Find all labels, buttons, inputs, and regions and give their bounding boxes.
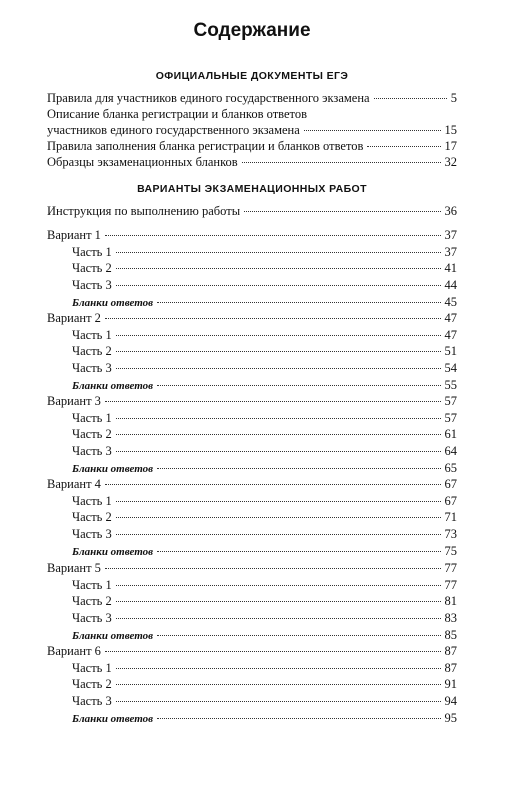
toc-entry-label: Вариант 1 (47, 228, 101, 242)
toc-entry-part[interactable] (47, 343, 457, 359)
toc-entry-answer-sheets[interactable] (47, 543, 457, 559)
dot-leader (157, 468, 440, 469)
toc-entry-part[interactable] (47, 493, 457, 509)
toc-entry-label: Инструкция по выполнению работы (47, 204, 241, 218)
toc-entry-label: Часть 3 (72, 611, 112, 626)
toc-page-number: 67 (444, 477, 457, 491)
toc-entry-part[interactable] (47, 577, 457, 593)
toc-entry-variant[interactable] (47, 476, 457, 492)
dot-leader (116, 517, 441, 518)
toc-entry-label: Вариант 4 (47, 477, 101, 491)
section-heading-exam-variants: ВАРИАНТЫ ЭКЗАМЕНАЦИОННЫХ РАБОТ (137, 183, 367, 195)
toc-entry-part[interactable] (47, 410, 457, 426)
toc-entry-label: Часть 1 (72, 660, 112, 675)
section-heading-official-documents: ОФИЦИАЛЬНЫЕ ДОКУМЕНТЫ ЕГЭ (155, 70, 349, 82)
toc-page-number: 95 (444, 710, 457, 725)
dot-leader (116, 501, 441, 502)
toc-page-number: 15 (444, 123, 457, 137)
dot-leader (116, 668, 441, 669)
toc-entry-variant[interactable] (47, 310, 457, 326)
toc-page-number: 73 (444, 527, 457, 542)
toc-entry-blank-description[interactable] (47, 122, 457, 138)
page-title: Содержание (193, 20, 311, 41)
toc-page-number: 75 (444, 543, 457, 558)
dot-leader (105, 318, 441, 319)
toc-entry-part[interactable] (47, 360, 457, 376)
toc-entry-answer-sheets[interactable] (47, 627, 457, 643)
dot-leader (105, 235, 441, 236)
dot-leader (116, 268, 441, 269)
toc-page-number: 5 (450, 91, 457, 105)
toc-entry-part[interactable] (47, 693, 457, 709)
toc-entry-label: Бланки ответов (72, 379, 154, 392)
toc-entry-rules[interactable] (47, 90, 457, 106)
toc-page-number: 77 (444, 561, 457, 575)
toc-page-number: 44 (444, 278, 457, 293)
toc-entry-label: Часть 1 (72, 577, 112, 592)
toc-page-number: 51 (444, 344, 457, 359)
dot-leader (116, 601, 441, 602)
toc-entry-label: Часть 3 (72, 361, 112, 376)
toc-page-number: 71 (444, 510, 457, 525)
toc-entry-label: Часть 2 (72, 344, 112, 359)
toc-page-number: 87 (444, 660, 457, 675)
toc-entry-samples[interactable] (47, 154, 457, 170)
toc-entry-label: Часть 2 (72, 594, 112, 609)
toc-entry-variant[interactable] (47, 393, 457, 409)
toc-entry-label: Бланки ответов (72, 629, 154, 642)
toc-page-number: 54 (444, 361, 457, 376)
dot-leader (157, 385, 440, 386)
toc-page-number: 67 (444, 493, 457, 508)
toc-entry-part[interactable] (47, 277, 457, 293)
toc-page-number: 65 (444, 460, 457, 475)
toc-entry-label: Часть 3 (72, 694, 112, 709)
toc-entry-part[interactable] (47, 426, 457, 442)
toc-page-number: 83 (444, 611, 457, 626)
dot-leader (157, 718, 440, 719)
toc-entry-fill-rules[interactable] (47, 138, 457, 154)
toc-entry-label: Образцы экзаменационных бланков (47, 155, 238, 169)
toc-entry-answer-sheets[interactable] (47, 294, 457, 310)
dot-leader (374, 98, 447, 99)
toc-entry-part[interactable] (47, 660, 457, 676)
dot-leader (244, 211, 440, 212)
toc-entry-label: Часть 2 (72, 510, 112, 525)
toc-page-number: 91 (444, 677, 457, 692)
toc-entry-label: Часть 1 (72, 410, 112, 425)
toc-entry-part[interactable] (47, 260, 457, 276)
toc-entry-label: Бланки ответов (72, 545, 154, 558)
toc-entry-answer-sheets[interactable] (47, 460, 457, 476)
toc-page-number: 57 (444, 410, 457, 425)
toc-entry-label: Часть 3 (72, 527, 112, 542)
toc-entry-part[interactable] (47, 443, 457, 459)
toc-entry-part[interactable] (47, 509, 457, 525)
toc-page-number: 64 (444, 444, 457, 459)
dot-leader (116, 684, 441, 685)
dot-leader (116, 434, 441, 435)
dot-leader (304, 130, 441, 131)
toc-entry-instruction[interactable] (47, 203, 457, 219)
toc-page-number: 55 (444, 377, 457, 392)
toc-page-number: 87 (444, 644, 457, 658)
dot-leader (105, 651, 441, 652)
toc-entry-part[interactable] (47, 244, 457, 260)
toc-page-number: 81 (444, 594, 457, 609)
toc-entry-answer-sheets[interactable] (47, 710, 457, 726)
dot-leader (242, 162, 441, 163)
toc-entry-label: Вариант 5 (47, 561, 101, 575)
dot-leader (116, 618, 441, 619)
dot-leader (157, 635, 440, 636)
toc-entry-label: Часть 1 (72, 244, 112, 259)
toc-entry-part[interactable] (47, 610, 457, 626)
dot-leader (116, 368, 441, 369)
toc-page-number: 45 (444, 294, 457, 309)
toc-page-number: 17 (444, 139, 457, 153)
dot-leader (116, 335, 441, 336)
dot-leader (105, 568, 441, 569)
toc-entry-label: Часть 1 (72, 327, 112, 342)
toc-page-number: 37 (444, 244, 457, 259)
toc-entry-label: Вариант 3 (47, 394, 101, 408)
toc-entry-label: Часть 3 (72, 278, 112, 293)
toc-page-number: 57 (444, 394, 457, 408)
toc-entry-label: Часть 2 (72, 427, 112, 442)
toc-entry-part[interactable] (47, 526, 457, 542)
toc-entry-blank-description-line1[interactable]: Описание бланка регистрации и бланков ответов (47, 107, 307, 121)
toc-entry-answer-sheets[interactable] (47, 377, 457, 393)
dot-leader (116, 585, 441, 586)
toc-entry-variant[interactable] (47, 643, 457, 659)
dot-leader (105, 484, 441, 485)
dot-leader (105, 401, 441, 402)
dot-leader (116, 351, 441, 352)
toc-entry-variant[interactable] (47, 227, 457, 243)
dot-leader (116, 418, 441, 419)
toc-entry-label: Вариант 2 (47, 311, 101, 325)
toc-entry-label: Правила для участников единого государственного экзамена (47, 91, 370, 105)
dot-leader (116, 285, 441, 286)
toc-entry-variant[interactable] (47, 560, 457, 576)
dot-leader (116, 252, 441, 253)
toc-entry-label: Вариант 6 (47, 644, 101, 658)
toc-entry-label: Бланки ответов (72, 712, 154, 725)
toc-page-number: 41 (444, 261, 457, 276)
dot-leader (116, 701, 441, 702)
toc-entry-part[interactable] (47, 327, 457, 343)
toc-entry-part[interactable] (47, 676, 457, 692)
toc-entry-label: Бланки ответов (72, 296, 154, 309)
toc-page-number: 77 (444, 577, 457, 592)
toc-page-number: 47 (444, 311, 457, 325)
toc-entry-label: Часть 1 (72, 493, 112, 508)
dot-leader (116, 534, 441, 535)
toc-page-number: 94 (444, 694, 457, 709)
toc-page-number: 47 (444, 327, 457, 342)
toc-page-number: 61 (444, 427, 457, 442)
toc-entry-label: Бланки ответов (72, 462, 154, 475)
dot-leader (367, 146, 440, 147)
toc-entry-label: Часть 3 (72, 444, 112, 459)
toc-page-number: 37 (444, 228, 457, 242)
toc-page-number: 32 (444, 155, 457, 169)
toc-entry-label: Правила заполнения бланка регистрации и бланков ответов (47, 139, 364, 153)
toc-entry-part[interactable] (47, 593, 457, 609)
toc-page-number: 85 (444, 627, 457, 642)
dot-leader (157, 302, 440, 303)
toc-entry-label: Часть 2 (72, 677, 112, 692)
toc-page-number: 36 (444, 204, 457, 218)
dot-leader (116, 451, 441, 452)
toc-entry-label: участников единого государственного экзамена (47, 123, 300, 137)
toc-entry-label: Часть 2 (72, 261, 112, 276)
dot-leader (157, 551, 440, 552)
